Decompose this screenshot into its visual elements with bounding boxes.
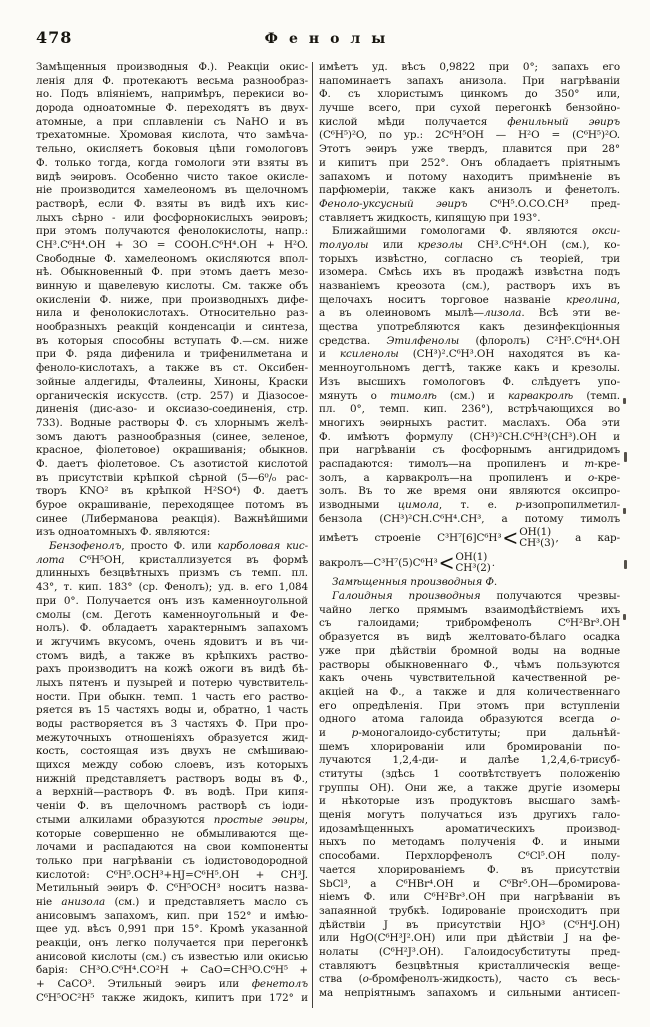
- text-line: растворѣ, если Ф. взяты въ видѣ ихъ кис-: [36, 197, 308, 210]
- text-line: красное, фіолетовое) окрашиванія; обыкнов.: [36, 444, 308, 457]
- text-line: Ближайшими гомологами Ф. являются окси-: [332, 225, 620, 238]
- text-line: воды растворяется въ 3 частяхъ Ф. При про-: [36, 718, 308, 730]
- text-line: при 0°. Получается онъ изъ каменноугольной: [36, 594, 308, 607]
- text-line: зомъ даютъ разнообразныя (синее, зеленое,: [36, 430, 308, 443]
- text-line: но. Подъ вліяніемъ, напримѣръ, перекиси во-: [36, 88, 308, 101]
- text-line: Бензофенолъ, просто Ф. или карболовая кис-: [49, 540, 308, 553]
- text-line: чайно легко прямымъ взаимодѣйствіемъ ихъ: [319, 603, 620, 616]
- text-line: шемъ хлорированіи или бромированіи по-: [319, 740, 620, 753]
- text-line: реакціи, онъ легко получается при перегонкѣ: [36, 937, 308, 949]
- text-line: Изъ высшихъ гомологовъ Ф. слѣдуетъ упо-: [319, 375, 620, 388]
- text-line: нила и фенолокислотахъ. Относительно раз-: [36, 307, 308, 320]
- scan-artifact: [624, 560, 627, 569]
- text-line: атомные, а при сплавленіи съ NaHO и въ: [36, 115, 308, 128]
- text-line: ности. При обыкн. темп. 1 часть его раство-: [36, 690, 308, 703]
- text-line: золъ. Въ то же время они являются оксипро-: [319, 485, 620, 498]
- text-line: въ которыя способны вступать Ф.—см. ниже: [36, 334, 308, 347]
- column-divider: [312, 62, 313, 1008]
- text-line: ніе анизола (см.) и представляетъ масло съ: [36, 895, 308, 908]
- text-line: тельно, окисляетъ боковыя цѣпи гомологовъ: [36, 143, 308, 156]
- text-line: 733). Водные растворы Ф. съ хлорнымъ желѣ-: [36, 416, 308, 429]
- text-line: нолаты (C⁶H²J³.OH). Галоидосубституты пред-: [319, 945, 620, 958]
- text-line: парфюмеріи, также какъ анизолъ и фенетолъ.: [319, 184, 620, 197]
- text-line: бензола (CH³)²CH.C⁶H⁴.CH³, а потому тимолъ: [319, 512, 620, 525]
- text-line: лучаются 1,2,4-ди- и далѣе 1,2,4,6-трисуб-: [319, 754, 620, 767]
- chemical-stack-formula: < OH(1) CH³(2): [438, 550, 491, 576]
- text-line: названіемъ креозота (см.), растворъ ихъ въ: [319, 280, 620, 292]
- text-line: и нѣкоторые изъ продуктовъ высшаго замѣ-: [319, 795, 620, 808]
- text-line: диненія (дис-азо- и оксиазо-соединенія, стр.: [36, 403, 308, 416]
- text-line: и ксиленолы (CH³)².C⁶H³.OH находятся въ ка-: [319, 348, 621, 361]
- text-line: запахомъ и потому находитъ примѣненіе въ: [319, 170, 620, 183]
- text-column-left: [36, 61, 308, 1005]
- text-line: 43°, т. кип. 183° (ср. Фенолъ); уд. в. его 1,084: [36, 581, 308, 594]
- chemical-stack-formula: < OH(1) CH³(3): [502, 525, 555, 551]
- text-line: изомера. Смѣсь ихъ въ продажѣ извѣстна подъ: [319, 266, 620, 279]
- text-line: лыхъ пятенъ и пузырей и потерю чувствитель-: [36, 676, 308, 689]
- text-line: длинныхъ безцвѣтныхъ призмъ съ темп. пл.: [36, 567, 308, 580]
- text-line: бурое окрашиваніе, переходящее потомъ въ: [36, 499, 308, 511]
- formula-line: вакролъ—C³H⁷(5)C⁶H³ < OH(1) CH³(2) .: [319, 550, 495, 576]
- text-line: ряется въ 15 частяхъ воды и, обратно, 1 часть: [36, 704, 308, 717]
- page-number: 478: [36, 28, 73, 47]
- text-line: щества употребляются какъ дезинфекціонныя: [319, 321, 620, 334]
- text-line: щелочахъ носитъ торговое названіе креолина,: [319, 293, 620, 306]
- text-line: ства (о-бромфенолъ-жидкость), часто съ весь-: [319, 973, 620, 986]
- text-line: трехатомные. Хромовая кислота, что замѣча-: [36, 129, 308, 142]
- text-line: менноугольномъ дегтѣ, также какъ и крезолы.: [319, 362, 620, 375]
- text-line: кислотой: C⁶H⁵.OCH³+HJ=C⁶H⁵.OH + CH³J.: [36, 868, 308, 881]
- text-line: изъ одноатомныхъ Ф. являются:: [36, 526, 211, 539]
- text-line: (C⁶H⁵)²O, по ур.: 2C⁶H⁵OH — H²O = (C⁶H⁵)²O.: [319, 129, 620, 142]
- text-line: винную и щавелевую кислоты. См. также объ: [36, 280, 308, 292]
- text-line: щенія могутъ получаться изъ другихъ гало-: [319, 809, 620, 822]
- text-line: CH³.C⁶H⁴.OH + 3O = COOH.C⁶H⁴.OH + H²O.: [36, 238, 308, 251]
- text-line: феноло-кислотахъ, а также въ ст. Оксибен-: [36, 362, 308, 375]
- text-line: которые совершенно не обмыливаются ще-: [36, 827, 308, 840]
- text-line: многихъ эѳирныхъ растит. маслахъ. Оба эти: [319, 416, 620, 429]
- text-line: Галоидныя производныя получаются чрезвы-: [332, 590, 620, 603]
- text-line: рахъ производитъ на кожѣ ожоги въ видѣ бѣ-: [36, 663, 308, 676]
- text-line: лучше всего, при сухой перегонкѣ бензойно-: [319, 102, 620, 115]
- angle-bracket: <: [438, 550, 455, 576]
- formula-line: имѣетъ строеніе C³H⁷[6]C⁶H³ < OH(1) CH³(3) , а кар-: [319, 525, 620, 551]
- text-line: барія: CH³O.C⁶H⁴.CO²H + CaO=CH³O.C⁶H⁵ +: [36, 964, 308, 977]
- text-line: а верхній—растворъ Ф. въ водѣ. При кипя-: [36, 786, 308, 799]
- text-line: кислой мѣди получается фенильный эѳиръ: [319, 115, 620, 128]
- text-line: видѣ эѳировъ. Особенно чисто такое окисле-: [36, 170, 308, 183]
- text-line: при Ф. ряда дифенила и трифенилметана и: [36, 348, 308, 361]
- text-line: ніе производится хамелеономъ въ щелочномъ: [36, 184, 308, 197]
- text-line: лочами и распадаются на свои компоненты: [36, 841, 308, 854]
- text-line: Свободные Ф. хамелеономъ окисляются впол-: [36, 252, 308, 265]
- text-line: анисовой кислоты (см.) съ известью или окисью: [36, 950, 308, 963]
- text-line: и кипитъ при 252°. Онъ обладаетъ пріятнымъ: [319, 156, 620, 169]
- text-line: щихся между собою слоевъ, изъ которыхъ: [36, 759, 308, 772]
- text-column-right: [319, 61, 620, 1001]
- text-line: пл. 0°, темп. кип. 236°), встрѣчающихся во: [319, 403, 620, 416]
- text-line: Ф. съ хлористымъ цинкомъ до 350° или,: [319, 88, 620, 101]
- text-line: Феноло-уксусный эѳиръ C⁶H⁵.O.CO.CH³ пред-: [319, 197, 620, 210]
- text-line: и жгучимъ вкусомъ, очень ядовитъ и въ чи-: [36, 635, 308, 648]
- text-line: анисовымъ запахомъ, кип. при 152° и имѣю-: [36, 909, 308, 922]
- text-line: образуется въ видѣ желтовато-бѣлаго осадка: [319, 631, 620, 644]
- text-line: напоминаетъ запахъ анизола. При нагрѣваніи: [319, 74, 620, 87]
- text-line: ныхъ по методамъ полученія Ф. и иными: [319, 836, 620, 849]
- text-line: идозамѣщенныхъ ароматическихъ производ-: [319, 822, 620, 835]
- text-line: творъ KNO² въ крѣпкой H²SO⁴) Ф. даетъ: [36, 485, 308, 498]
- text-line: Замѣщенныя производныя Ф.: [332, 576, 498, 589]
- text-line: ніемъ Ф. или C⁶H²Br³.OH при нагрѣваніи въ: [319, 891, 620, 904]
- text-line: чается хлорированіемъ Ф. въ присутствіи: [319, 863, 620, 876]
- text-line: или HgO(C⁶H³J².OH) или при дѣйствіи J на фе-: [319, 932, 620, 945]
- text-line: дѣйствіи J въ присутствіи HJO³ (C⁶H⁴J.OH): [319, 918, 620, 931]
- text-line: Ф. только тогда, когда гомологи эти взяты въ: [36, 156, 308, 169]
- text-line: мянуть о тимолѣ (см.) и карвакролѣ (темп.: [319, 389, 621, 402]
- scan-artifact: [623, 508, 626, 514]
- scan-artifact: [623, 398, 626, 404]
- text-line: нообразныхъ реакцій конденсаціи и синтеза,: [36, 321, 308, 334]
- text-line: + CaCO³. Этильный эѳиръ или фенетолъ: [36, 978, 308, 991]
- text-line: нолъ). Ф. обладаетъ характернымъ запахомъ: [36, 622, 308, 635]
- text-line: SbCl³, а C⁶HBr⁴.OH и C⁶Br⁵.OH—бромирова-: [319, 877, 620, 890]
- text-line: Ф. имѣютъ формулу (CH³)²CH.C⁶H³(CH³).OH и: [319, 430, 620, 443]
- text-line: золъ, а карвакролъ—на пропиленъ и o-кре-: [319, 471, 620, 484]
- text-line: торыхъ извѣстно, согласно съ теоріей, три: [319, 252, 620, 265]
- text-line: лота C⁶H⁵OH, кристаллизуется въ формѣ: [36, 553, 308, 566]
- text-line: ставляютъ безцвѣтныя кристаллическія веще-: [319, 959, 620, 972]
- text-line: способами. Перхлорфенолъ C⁶Cl⁵.OH полу-: [319, 850, 620, 863]
- text-line: окисленіи Ф. ниже, при производныхъ дифе-: [36, 293, 308, 306]
- text-line: стыми алкилами образуются простые эѳиры,: [36, 813, 308, 826]
- text-line: какъ очень чувствительной качественной ре-: [319, 672, 620, 685]
- text-line: группы OH). Они же, а также другіе изомеры: [319, 781, 620, 794]
- text-line: нѣ. Обыкновенный Ф. при этомъ даетъ мезо-: [36, 266, 308, 279]
- scan-artifact: [624, 452, 627, 462]
- text-line: межуточныхъ отношеніяхъ образуется жид-: [36, 731, 308, 744]
- text-line: его опредѣленія. При этомъ при вступленіи: [319, 699, 620, 712]
- text-line: Замѣщенныя производныя Ф.). Реакціи окис-: [36, 61, 308, 73]
- text-line: стомъ видѣ, а также въ крѣпкихъ раство-: [36, 649, 308, 662]
- text-line: кость, состоящая изъ двухъ не смѣшиваю-: [36, 745, 308, 758]
- angle-bracket: <: [502, 525, 519, 551]
- text-line: лыхъ сѣрно - или фосфорнокислыхъ эѳировъ;: [36, 211, 308, 224]
- text-line: ленія для Ф. протекаютъ весьма разнообраз-: [36, 74, 308, 87]
- text-line: ституты (здѣсь 1 соотвѣтствуетъ положенію: [319, 768, 620, 780]
- text-line: уже при дѣйствіи бромной воды на водные: [319, 644, 620, 657]
- text-line: только при нагрѣваніи съ іодистоводородной: [36, 854, 308, 867]
- text-line: ма непріятнымъ запахомъ и сильными антисеп-: [319, 987, 620, 999]
- text-line: въ присутствіи крѣпкой сѣрной (5—6⁰/₀ рас-: [36, 471, 308, 484]
- text-line: при этомъ получаются фенолокислоты, напр.:: [36, 225, 308, 238]
- text-line: Этотъ эѳиръ уже твердъ, плавится при 28°: [319, 143, 620, 156]
- text-line: и p-моногалоидо-субституты; при дальнѣй-: [319, 726, 620, 739]
- text-line: а въ олеиновомъ мылѣ—лизола. Всѣ эти ве-: [319, 307, 621, 320]
- text-line: Ф. даетъ фіолетовое. Съ азотистой кислотой: [36, 457, 308, 470]
- text-line: C⁶H⁵OC²H⁵ также жидокъ, кипитъ при 172° и: [36, 991, 308, 1004]
- text-line: акціей на Ф., а также и для количественнаго: [319, 685, 620, 698]
- text-line: дорода одноатомные Ф. переходятъ въ двух-: [36, 102, 308, 115]
- page-title: Фенолы: [264, 31, 397, 47]
- text-line: одного атома галоида образуются всегда o-: [319, 713, 620, 726]
- text-line: органическія искусств. (стр. 257) и Діазосое-: [36, 389, 308, 402]
- text-line: изводными цимола, т. е. p-изопропилметил-: [319, 499, 620, 511]
- text-line: ченіи Ф. въ щелочномъ растворѣ съ іоди-: [36, 800, 308, 813]
- text-line: смолы (см. Деготь каменноугольный и Фе-: [36, 608, 308, 621]
- text-line: щее уд. вѣсъ 0,991 при 15°. Кромѣ указанной: [36, 923, 308, 936]
- text-line: средства. Этилфенолы (флоролъ) C²H⁵.C⁶H⁴.OH: [319, 334, 620, 347]
- text-line: имѣетъ уд. вѣсъ 0,9822 при 0°; запахъ его: [319, 61, 620, 73]
- text-line: съ галоидами; трибромфенолъ C⁶H²Br³.OH: [319, 617, 620, 630]
- text-line: нижній представляетъ растворъ воды въ Ф.,: [36, 772, 308, 785]
- text-line: Метильный эѳиръ Ф. C⁶H⁵OCH³ носитъ назва-: [36, 882, 308, 895]
- scan-artifact: [623, 614, 626, 620]
- text-line: запаянной трубкѣ. Іодированіе происходитъ при: [319, 904, 620, 917]
- text-line: ставляетъ жидкость, кипящую при 193°.: [319, 211, 541, 224]
- text-line: распадаются: тимолъ—на пропиленъ и m-кре-: [319, 457, 620, 470]
- text-line: растворы обыкновеннаго Ф., чѣмъ пользуются: [319, 658, 620, 671]
- text-line: синее (Либерманова реакція). Важнѣйшими: [36, 512, 308, 525]
- text-line: толуолы или крезолы CH³.C⁶H⁴.OH (см.), ко-: [319, 238, 620, 251]
- text-line: зойные алдегиды, Фталеины, Хиноны, Краски: [36, 375, 308, 388]
- text-line: при нагрѣваніи съ фосфорнымъ ангидридомъ: [319, 444, 620, 457]
